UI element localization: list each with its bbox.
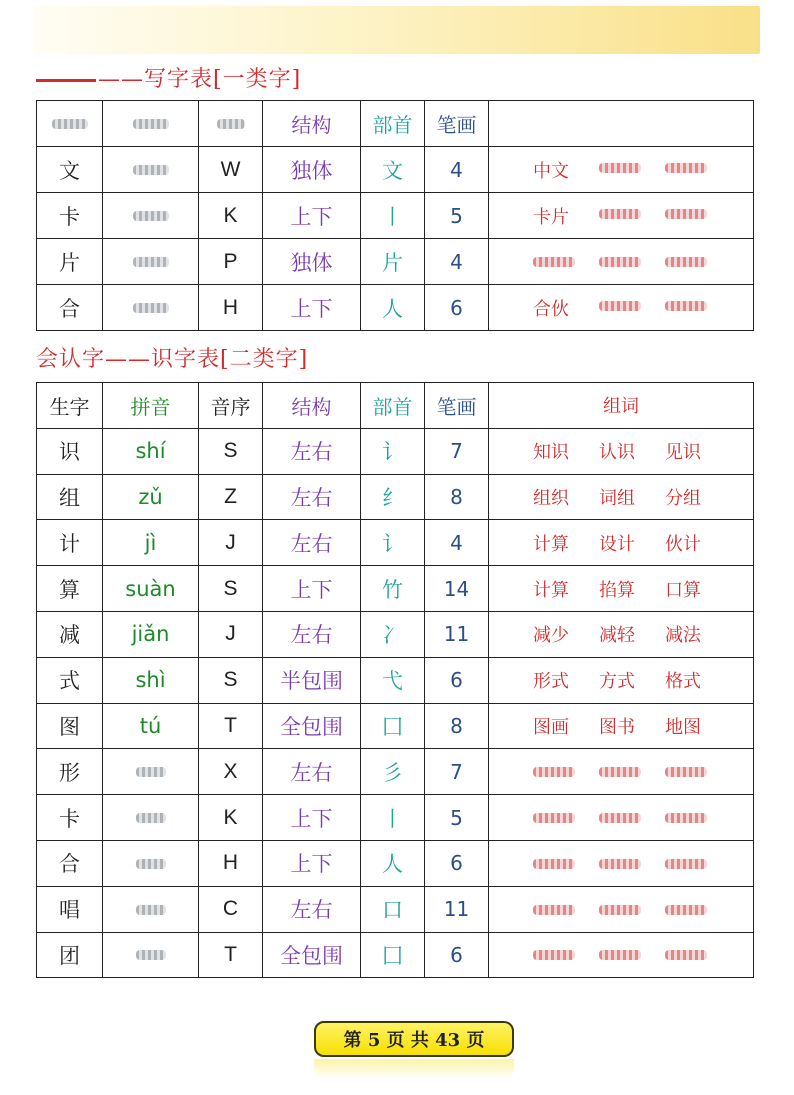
word-item: 设计 xyxy=(599,533,635,555)
words-cell xyxy=(489,657,754,703)
blurred-text xyxy=(599,950,641,960)
word-item-blurred xyxy=(665,899,707,920)
word-item: 图画 xyxy=(533,716,569,738)
header-order-blurred xyxy=(199,101,263,147)
blurred-text xyxy=(599,859,641,869)
pinyin-cell-blurred xyxy=(103,239,199,285)
pinyin-cell: shí xyxy=(103,428,199,474)
word-item: 图书 xyxy=(599,716,635,738)
section1-title-text: ——写字表[一类字] xyxy=(98,67,302,92)
order-cell: P xyxy=(199,239,263,285)
table-row xyxy=(37,428,754,474)
strokes-cell: 6 xyxy=(425,932,489,978)
blurred-text xyxy=(136,950,166,960)
header-pinyin: 拼音 xyxy=(103,383,199,429)
radical-cell: 囗 xyxy=(361,932,425,978)
word-item-blurred xyxy=(599,807,641,828)
blurred-text xyxy=(133,257,169,267)
word-list xyxy=(489,621,753,647)
page-indicator: 第 5 页 共 43 页 xyxy=(314,1021,514,1057)
pinyin-cell-blurred xyxy=(103,193,199,239)
words-cell xyxy=(489,932,754,978)
order-cell: J xyxy=(199,611,263,657)
pinyin-cell: jì xyxy=(103,520,199,566)
blurred-text xyxy=(136,905,166,915)
blurred-text xyxy=(599,905,641,915)
word-item: 见识 xyxy=(665,442,701,464)
strokes-cell: 6 xyxy=(425,657,489,703)
words-cell xyxy=(489,520,754,566)
blurred-text xyxy=(52,119,88,129)
char-cell: 唱 xyxy=(37,886,103,932)
word-item-blurred xyxy=(599,203,641,229)
table-row xyxy=(37,932,754,978)
table-row xyxy=(37,474,754,520)
word-item xyxy=(533,251,575,272)
pinyin-cell: suàn xyxy=(103,566,199,612)
word-list xyxy=(489,853,753,874)
title-dash-marker xyxy=(36,79,96,82)
char-cell: 计 xyxy=(37,520,103,566)
header-char-blurred xyxy=(37,101,103,147)
header-strokes: 笔画 xyxy=(425,383,489,429)
structure-cell: 左右 xyxy=(263,428,361,474)
radical-cell: 丨 xyxy=(361,193,425,239)
section1-title xyxy=(36,62,301,93)
order-cell: J xyxy=(199,520,263,566)
order-cell: K xyxy=(199,193,263,239)
word-list xyxy=(489,530,753,556)
word-item: 伙计 xyxy=(665,533,701,555)
words-cell xyxy=(489,193,754,239)
order-cell: H xyxy=(199,285,263,331)
header-radical: 部首 xyxy=(361,383,425,429)
table-row xyxy=(37,611,754,657)
blurred-text xyxy=(665,813,707,823)
words-cell xyxy=(489,566,754,612)
order-cell: S xyxy=(199,566,263,612)
structure-cell: 左右 xyxy=(263,886,361,932)
radical-cell: 囗 xyxy=(361,703,425,749)
header-char: 生字 xyxy=(37,383,103,429)
order-cell: K xyxy=(199,795,263,841)
radical-cell: 彡 xyxy=(361,749,425,795)
structure-cell: 半包围 xyxy=(263,657,361,703)
word-item-blurred xyxy=(599,853,641,874)
word-list xyxy=(489,438,753,464)
char-cell: 式 xyxy=(37,657,103,703)
word-list xyxy=(489,899,753,920)
word-item-blurred xyxy=(599,944,641,965)
header-pinyin-blurred xyxy=(103,101,199,147)
table-row xyxy=(37,193,754,239)
word-item-blurred xyxy=(599,295,641,321)
word-item: 组织 xyxy=(533,487,569,509)
blurred-text xyxy=(665,905,707,915)
word-list xyxy=(489,203,753,229)
table-row xyxy=(37,886,754,932)
table-row xyxy=(37,239,754,285)
pinyin-cell-blurred xyxy=(103,795,199,841)
word-item: 中文 xyxy=(533,160,569,182)
structure-cell: 左右 xyxy=(263,611,361,657)
blurred-text xyxy=(599,163,641,173)
words-cell xyxy=(489,840,754,886)
radical-cell: 丨 xyxy=(361,795,425,841)
radical-cell: 人 xyxy=(361,840,425,886)
words-cell xyxy=(489,611,754,657)
radical-cell: 竹 xyxy=(361,566,425,612)
word-item-blurred xyxy=(533,761,575,782)
word-item: 形式 xyxy=(533,671,569,693)
order-cell: T xyxy=(199,932,263,978)
word-item-blurred xyxy=(665,807,707,828)
pinyin-cell: zǔ xyxy=(103,474,199,520)
word-item-blurred xyxy=(665,295,707,321)
blurred-text xyxy=(533,767,575,777)
page-indicator-reflection xyxy=(314,1059,514,1079)
strokes-cell: 5 xyxy=(425,795,489,841)
words-cell xyxy=(489,474,754,520)
word-item-blurred xyxy=(665,203,707,229)
char-cell: 组 xyxy=(37,474,103,520)
blurred-text xyxy=(599,767,641,777)
word-item: 认识 xyxy=(599,442,635,464)
blurred-text xyxy=(217,119,245,129)
word-item: 计算 xyxy=(533,579,569,601)
structure-cell: 全包围 xyxy=(263,703,361,749)
word-item: 地图 xyxy=(665,716,701,738)
word-list xyxy=(489,295,753,321)
word-item-blurred xyxy=(533,944,575,965)
radical-cell: 讠 xyxy=(361,520,425,566)
pinyin-cell-blurred xyxy=(103,840,199,886)
header-structure: 结构 xyxy=(263,101,361,147)
word-item-blurred xyxy=(665,251,707,272)
radical-cell: 讠 xyxy=(361,428,425,474)
table-row xyxy=(37,840,754,886)
words-cell xyxy=(489,795,754,841)
order-cell: S xyxy=(199,657,263,703)
word-item: 掐算 xyxy=(599,579,635,601)
word-list xyxy=(489,157,753,183)
table-row xyxy=(37,657,754,703)
strokes-cell: 5 xyxy=(425,193,489,239)
strokes-cell: 4 xyxy=(425,520,489,566)
word-list xyxy=(489,667,753,693)
word-list xyxy=(489,713,753,739)
word-list xyxy=(489,807,753,828)
word-item-blurred xyxy=(533,853,575,874)
header-band xyxy=(34,6,760,54)
radical-cell: 片 xyxy=(361,239,425,285)
blurred-text xyxy=(599,209,641,219)
table-row xyxy=(37,703,754,749)
writing-table-body xyxy=(37,147,754,331)
blurred-text xyxy=(665,767,707,777)
word-list xyxy=(489,761,753,782)
header-words: 组词 xyxy=(489,383,754,429)
table-row xyxy=(37,749,754,795)
word-item: 知识 xyxy=(533,442,569,464)
order-cell: H xyxy=(199,840,263,886)
header-strokes: 笔画 xyxy=(425,101,489,147)
word-item: 减少 xyxy=(533,625,569,647)
char-cell: 形 xyxy=(37,749,103,795)
radical-cell: 纟 xyxy=(361,474,425,520)
blurred-text xyxy=(599,301,641,311)
word-item: 合伙 xyxy=(533,298,569,320)
blurred-text xyxy=(533,950,575,960)
char-cell: 合 xyxy=(37,840,103,886)
radical-cell: 弋 xyxy=(361,657,425,703)
blurred-text xyxy=(599,257,641,267)
strokes-cell: 14 xyxy=(425,566,489,612)
blurred-text xyxy=(665,163,707,173)
header-structure: 结构 xyxy=(263,383,361,429)
structure-cell: 左右 xyxy=(263,749,361,795)
pinyin-cell-blurred xyxy=(103,886,199,932)
table-row xyxy=(37,285,754,331)
char-cell: 算 xyxy=(37,566,103,612)
words-cell xyxy=(489,239,754,285)
strokes-cell: 8 xyxy=(425,474,489,520)
pinyin-cell-blurred xyxy=(103,285,199,331)
word-item-blurred xyxy=(599,761,641,782)
char-cell: 合 xyxy=(37,285,103,331)
word-item-blurred xyxy=(665,853,707,874)
char-cell: 减 xyxy=(37,611,103,657)
blurred-text xyxy=(136,859,166,869)
radical-cell: 文 xyxy=(361,147,425,193)
char-cell: 团 xyxy=(37,932,103,978)
word-item-blurred xyxy=(533,807,575,828)
blurred-text xyxy=(533,813,575,823)
strokes-cell: 4 xyxy=(425,147,489,193)
blurred-text xyxy=(133,165,169,175)
word-item-blurred xyxy=(533,899,575,920)
strokes-cell: 11 xyxy=(425,611,489,657)
words-cell xyxy=(489,285,754,331)
recognition-table xyxy=(36,382,754,978)
structure-cell: 上下 xyxy=(263,566,361,612)
radical-cell: 人 xyxy=(361,285,425,331)
radical-cell: 口 xyxy=(361,886,425,932)
table-row xyxy=(37,795,754,841)
table-row xyxy=(37,520,754,566)
blurred-text xyxy=(665,950,707,960)
char-cell: 文 xyxy=(37,147,103,193)
word-item-blurred xyxy=(599,251,641,272)
header-order: 音序 xyxy=(199,383,263,429)
words-cell xyxy=(489,147,754,193)
structure-cell: 上下 xyxy=(263,795,361,841)
structure-cell: 上下 xyxy=(263,840,361,886)
char-cell: 识 xyxy=(37,428,103,474)
strokes-cell: 7 xyxy=(425,428,489,474)
order-cell: Z xyxy=(199,474,263,520)
table-row xyxy=(37,566,754,612)
structure-cell: 左右 xyxy=(263,474,361,520)
char-cell: 卡 xyxy=(37,193,103,239)
table-header-row xyxy=(37,383,754,429)
structure-cell: 全包围 xyxy=(263,932,361,978)
word-item-blurred xyxy=(599,899,641,920)
blurred-text xyxy=(136,767,166,777)
word-item-blurred xyxy=(665,761,707,782)
table-row xyxy=(37,147,754,193)
blurred-text xyxy=(665,859,707,869)
pinyin-cell-blurred xyxy=(103,749,199,795)
word-item-blurred xyxy=(599,157,641,183)
order-cell: W xyxy=(199,147,263,193)
strokes-cell: 4 xyxy=(425,239,489,285)
header-words-blurred xyxy=(489,101,754,147)
word-list xyxy=(489,944,753,965)
structure-cell: 上下 xyxy=(263,193,361,239)
table-header-row xyxy=(37,101,754,147)
header-radical: 部首 xyxy=(361,101,425,147)
order-cell: T xyxy=(199,703,263,749)
word-item: 减轻 xyxy=(599,625,635,647)
strokes-cell: 8 xyxy=(425,703,489,749)
char-cell: 片 xyxy=(37,239,103,285)
word-item-blurred xyxy=(665,157,707,183)
words-cell xyxy=(489,749,754,795)
section2-title: 会认字——识字表[二类字] xyxy=(36,347,309,372)
order-cell: C xyxy=(199,886,263,932)
blurred-text xyxy=(533,257,575,267)
word-list xyxy=(489,484,753,510)
order-cell: S xyxy=(199,428,263,474)
word-item: 计算 xyxy=(533,533,569,555)
pinyin-cell-blurred xyxy=(103,932,199,978)
pinyin-cell: shì xyxy=(103,657,199,703)
blurred-text xyxy=(533,859,575,869)
word-item: 分组 xyxy=(665,487,701,509)
word-item: 卡片 xyxy=(533,206,569,228)
blurred-text xyxy=(665,209,707,219)
structure-cell: 上下 xyxy=(263,285,361,331)
words-cell xyxy=(489,703,754,749)
word-item: 方式 xyxy=(599,671,635,693)
blurred-text xyxy=(133,211,169,221)
blurred-text xyxy=(665,257,707,267)
word-item: 格式 xyxy=(665,671,701,693)
strokes-cell: 7 xyxy=(425,749,489,795)
words-cell xyxy=(489,886,754,932)
blurred-text xyxy=(599,813,641,823)
blurred-text xyxy=(665,301,707,311)
structure-cell: 独体 xyxy=(263,147,361,193)
blurred-text xyxy=(136,813,166,823)
word-item: 减法 xyxy=(665,625,701,647)
word-list xyxy=(489,251,753,272)
blurred-text xyxy=(533,905,575,915)
structure-cell: 左右 xyxy=(263,520,361,566)
recognition-table-body xyxy=(37,428,754,978)
order-cell: X xyxy=(199,749,263,795)
word-item: 口算 xyxy=(665,579,701,601)
radical-cell: 冫 xyxy=(361,611,425,657)
structure-cell: 独体 xyxy=(263,239,361,285)
blurred-text xyxy=(133,119,169,129)
word-list xyxy=(489,576,753,602)
blurred-text xyxy=(133,303,169,313)
word-item: 词组 xyxy=(599,487,635,509)
strokes-cell: 11 xyxy=(425,886,489,932)
char-cell: 卡 xyxy=(37,795,103,841)
word-item-blurred xyxy=(665,944,707,965)
strokes-cell: 6 xyxy=(425,285,489,331)
char-cell: 图 xyxy=(37,703,103,749)
words-cell xyxy=(489,428,754,474)
strokes-cell: 6 xyxy=(425,840,489,886)
writing-table xyxy=(36,100,754,331)
pinyin-cell-blurred xyxy=(103,147,199,193)
pinyin-cell: jiǎn xyxy=(103,611,199,657)
pinyin-cell: tú xyxy=(103,703,199,749)
